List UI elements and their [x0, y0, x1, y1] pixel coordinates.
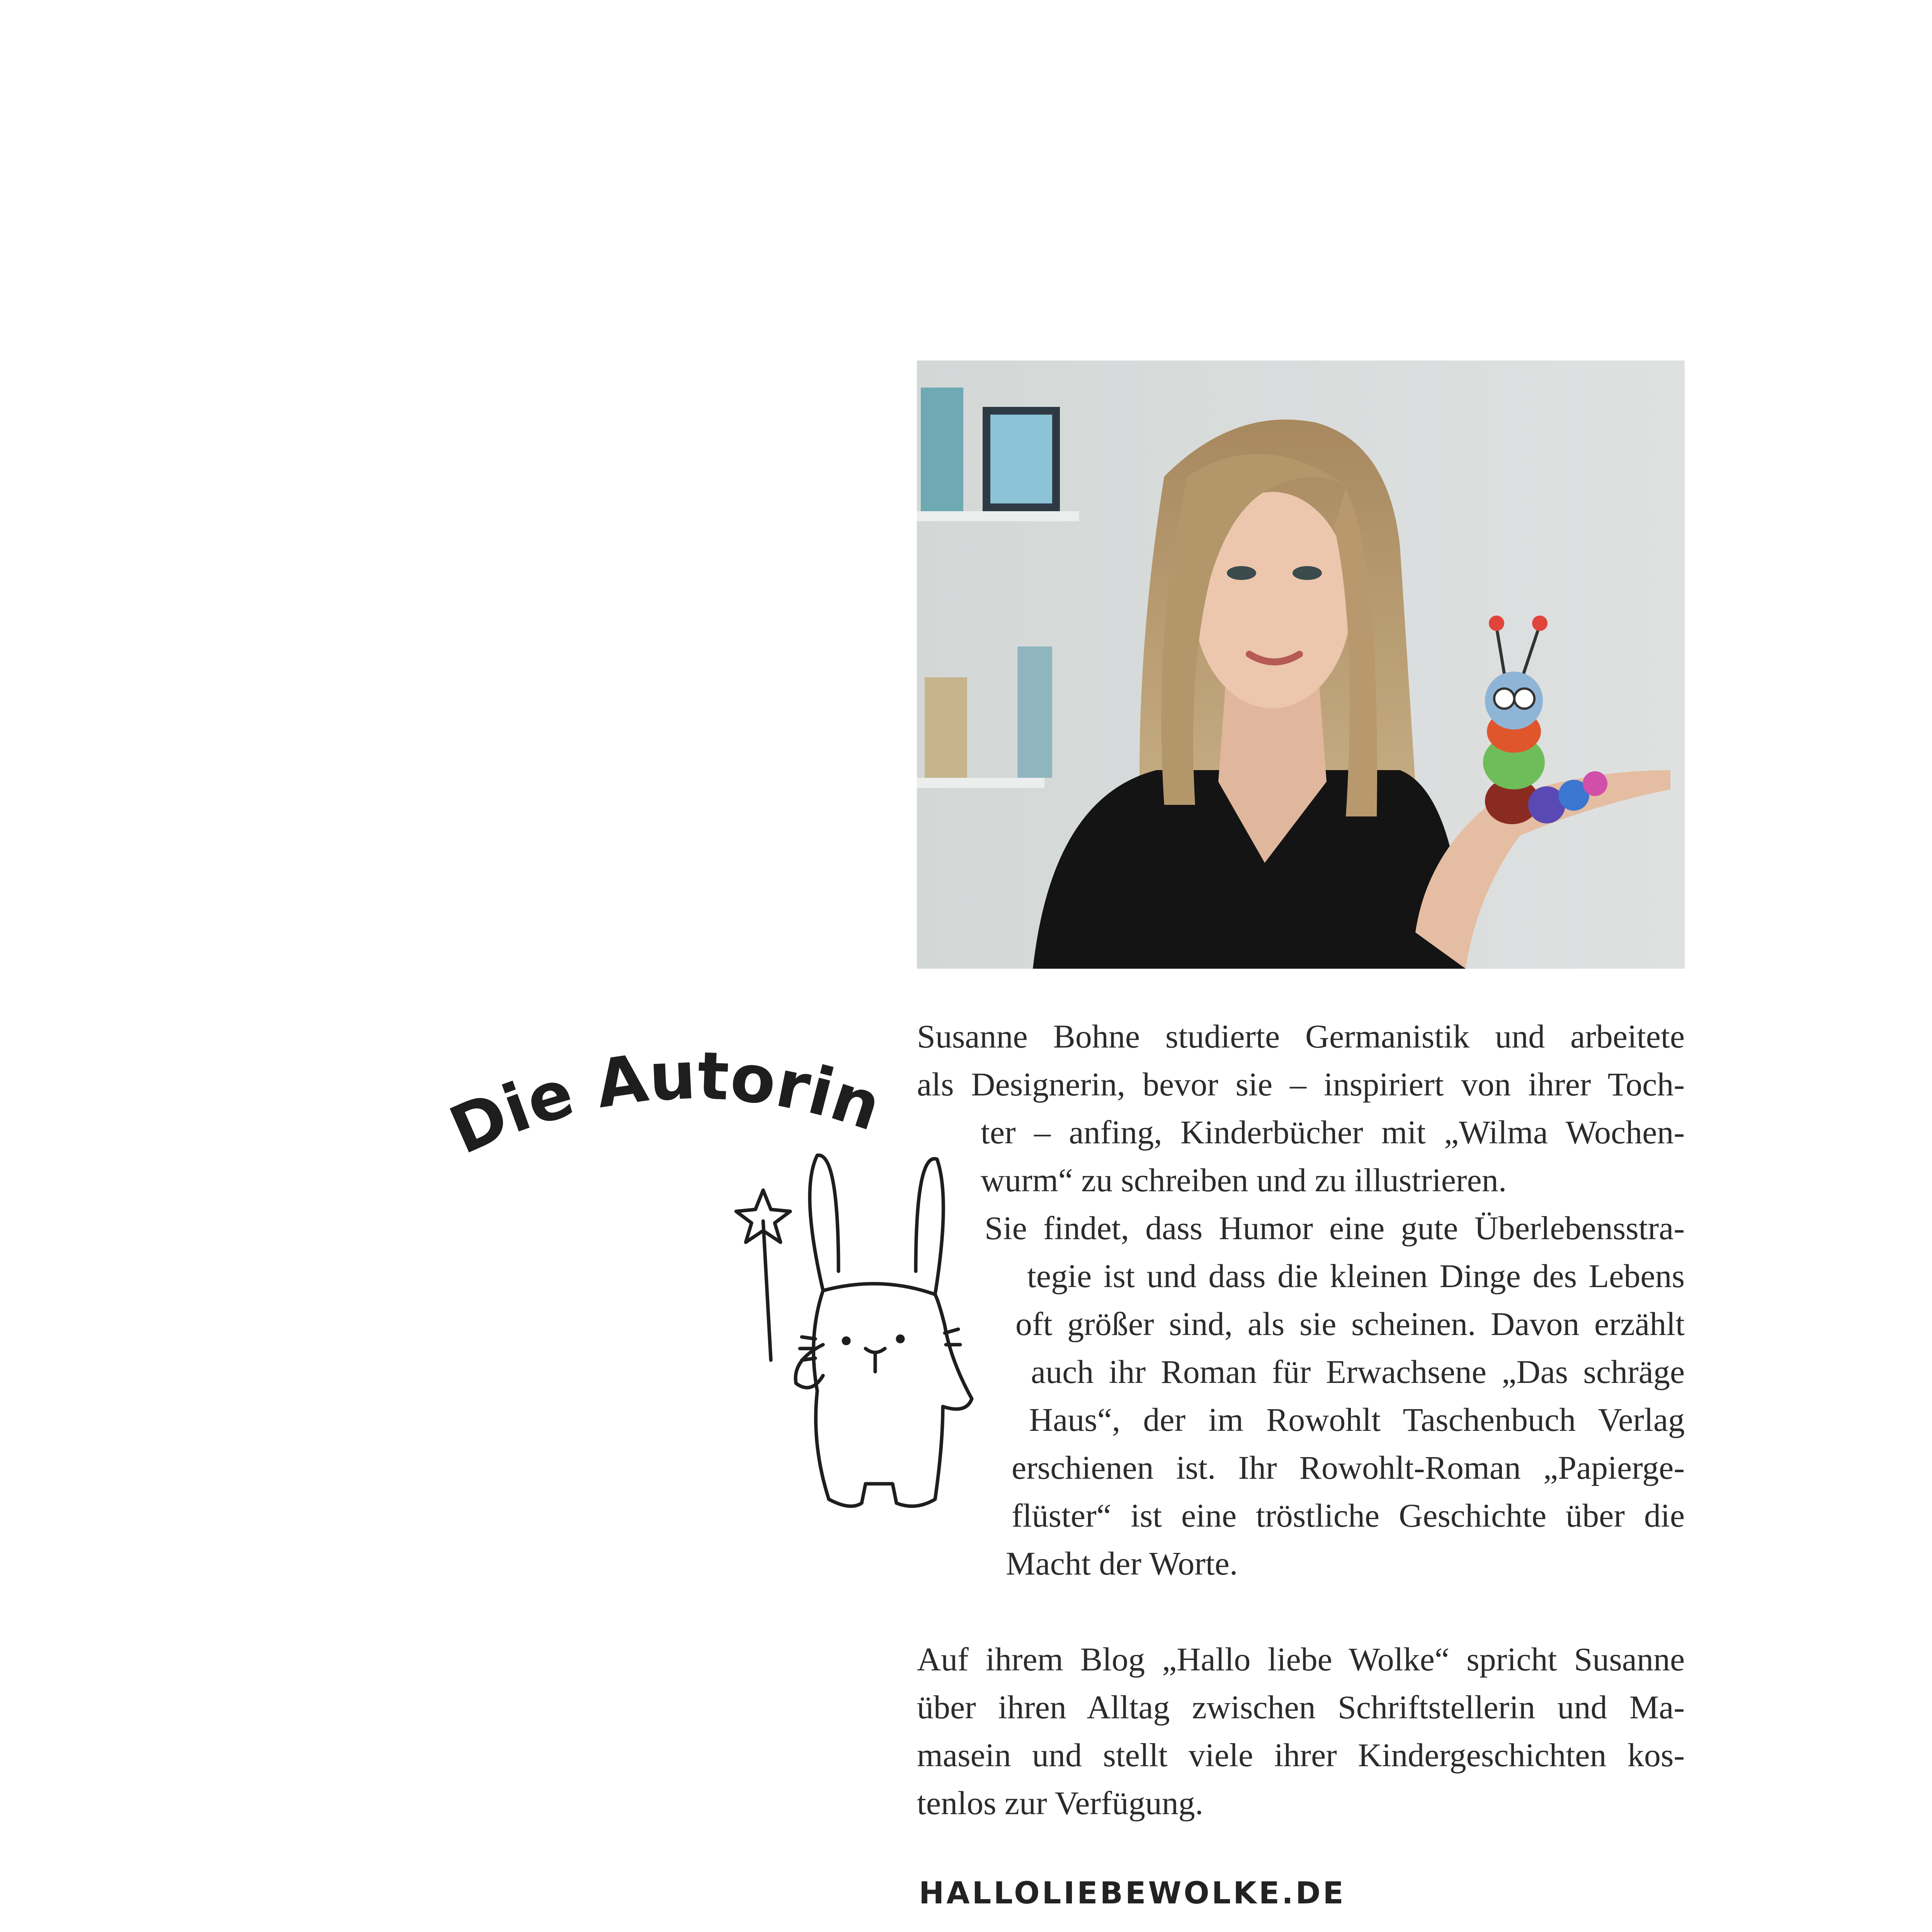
- bio-line: Susanne Bohne studierte Germanistik und arbeitete: [917, 1018, 1685, 1055]
- bio-line: flüster“ ist eine tröstliche Geschichte über die: [1012, 1497, 1685, 1534]
- bio-line: ter – anfing, Kinderbücher mit „Wilma Wochen-: [981, 1114, 1685, 1151]
- blog-link[interactable]: HALLOLIEBEWOLKE.DE: [919, 1876, 1346, 1911]
- bio-line: tegie ist und dass die kleinen Dinge des Lebens: [1027, 1257, 1685, 1294]
- bio-paragraph-2: [917, 1635, 1685, 1827]
- bio-line: wurm“ zu schreiben und zu illustrieren.: [981, 1162, 1507, 1199]
- bio-line: als Designerin, bevor sie – inspiriert von ihrer Toch-: [917, 1066, 1685, 1103]
- heading-text: Die Autorin: [439, 1037, 890, 1170]
- bio-line: Haus“, der im Rowohlt Taschenbuch Verlag: [1029, 1401, 1685, 1438]
- bio-line: masein und stellt viele ihrer Kindergeschichten kos-: [917, 1736, 1685, 1774]
- author-photo-image: [917, 361, 1685, 969]
- bunny-illustration: [734, 1144, 997, 1522]
- bio-line: erschienen ist. Ihr Rowohlt-Roman „Papierge-: [1012, 1449, 1685, 1486]
- bio-line: auch ihr Roman für Erwachsene „Das schräge: [1031, 1353, 1685, 1390]
- author-photo: [917, 361, 1685, 969]
- bio-line: oft größer sind, als sie scheinen. Davon erzählt: [1015, 1305, 1685, 1342]
- bio-line: Sie findet, dass Humor eine gute Überlebensstra-: [985, 1209, 1685, 1247]
- bio-line: tenlos zur Verfügung.: [917, 1784, 1204, 1821]
- bio-line: Auf ihrem Blog „Hallo liebe Wolke“ spricht Susanne: [917, 1641, 1685, 1678]
- bio-line: Macht der Worte.: [1006, 1545, 1238, 1582]
- bio-line: über ihren Alltag zwischen Schriftstellerin und Ma-: [917, 1689, 1685, 1726]
